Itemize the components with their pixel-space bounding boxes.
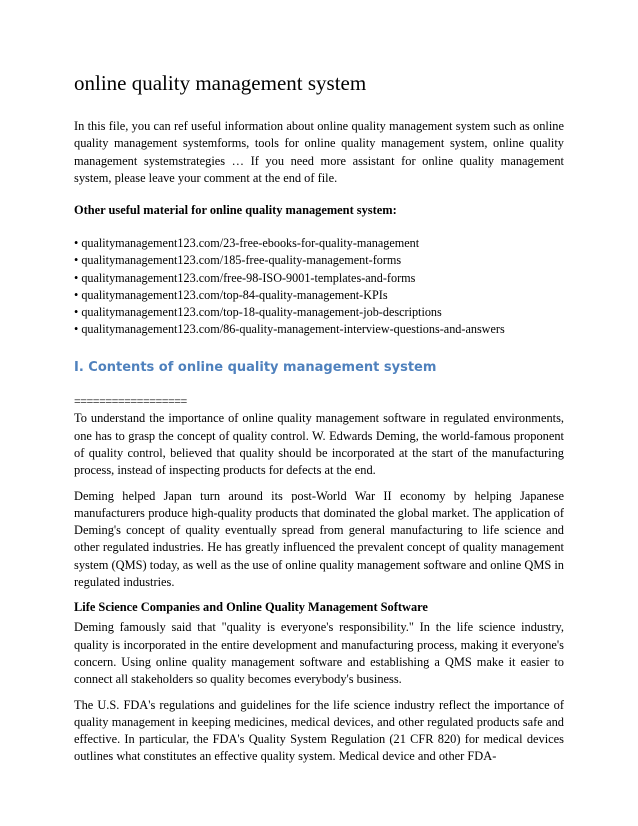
- body-paragraph: Deming famously said that "quality is everyone's responsibility." In the life science industry, quality is incorporated in the entire development and manufacturing process, making it everyone's concern. Using online quality management software and establishing a QMS make it easier to connect all stakeholders so quality becomes everybody's business.: [74, 620, 564, 687]
- other-material-heading: Other useful material for online quality management system:: [74, 203, 397, 218]
- resource-link[interactable]: • qualitymanagement123.com/23-free-ebooks-for-quality-management: [74, 236, 420, 251]
- body-paragraph: To understand the importance of online quality management software in regulated environments, one has to grasp the concept of quality control. W. Edwards Deming, the world-famous proponent of quality control, believed that quality should be incorporated at the start of the manufacturing process, instead of inspecting products for defects at the end.: [74, 411, 564, 478]
- section-heading: I. Contents of online quality management system: [74, 360, 437, 376]
- resource-link[interactable]: • qualitymanagement123.com/free-98-ISO-9001-templates-and-forms: [74, 270, 416, 285]
- subheading: Life Science Companies and Online Quality Management Software: [74, 600, 428, 615]
- separator-line: ==================: [74, 395, 187, 409]
- resource-link[interactable]: • qualitymanagement123.com/top-84-quality-management-KPIs: [74, 287, 388, 302]
- resource-link[interactable]: • qualitymanagement123.com/185-free-quality-management-forms: [74, 253, 402, 268]
- resource-link[interactable]: • qualitymanagement123.com/86-quality-management-interview-questions-and-answers: [74, 322, 505, 337]
- resource-link-list: [74, 235, 564, 338]
- body-paragraph: Deming helped Japan turn around its post-World War II economy by helping Japanese manufacturers produce high-quality products that dominated the global market. The application of Deming's concept of quality eventually spread from general manufacturing to life science and other regulated industries. He has greatly influenced the prevalent concept of quality management system (QMS) today, as well as the use of online quality management software and online QMS in regulated industries.: [74, 488, 564, 590]
- document-page: [74, 70, 564, 774]
- intro-paragraph: In this file, you can ref useful information about online quality management system such as online quality management systemforms, tools for online quality management system, online quality management systemstrategies … If you need more assistant for online quality management system, please leave your comment at the end of file.: [74, 119, 564, 185]
- resource-link[interactable]: • qualitymanagement123.com/top-18-quality-management-job-descriptions: [74, 305, 442, 319]
- body-paragraph: The U.S. FDA's regulations and guidelines for the life science industry reflect the importance of quality management in keeping medicines, medical devices, and other regulated products safe and effective. In particular, the FDA's Quality System Regulation (21 CFR 820) for medical devices outlines what constitutes an effective quality system. Medical device and other FDA-: [74, 697, 564, 764]
- document-title: online quality management system: [74, 71, 367, 95]
